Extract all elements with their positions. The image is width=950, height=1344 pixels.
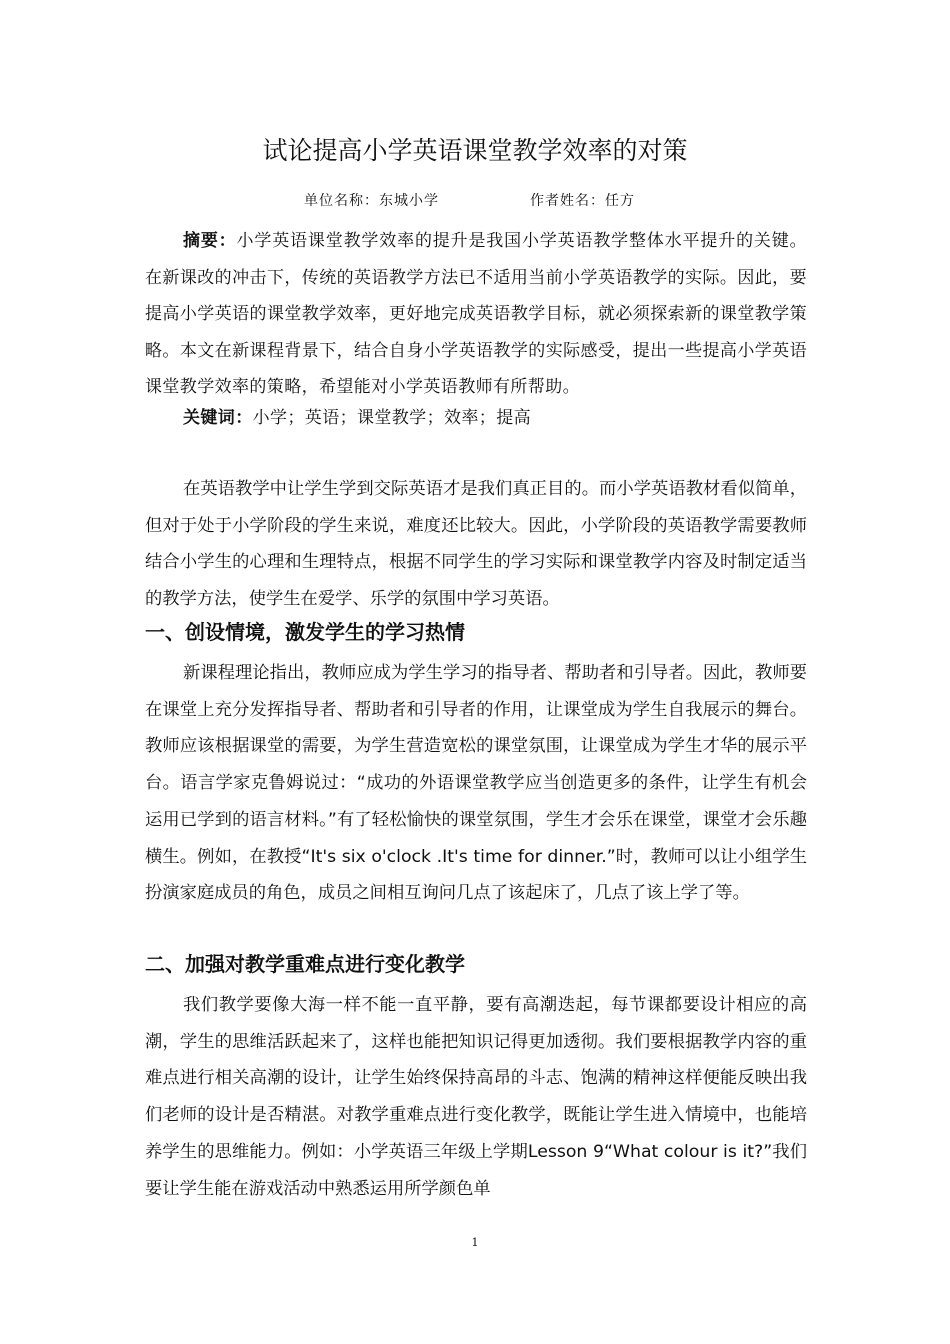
section-heading-2: 二、加强对教学重难点进行变化教学 bbox=[145, 952, 465, 976]
section-paragraph-1: 新课程理论指出，教师应成为学生学习的指导者、帮助者和引导者。因此，教师要在课堂上充分发挥指导者、帮助者和引导者的作用，让课堂成为学生自我展示的舞台。教师应该根据课堂的需要，为学生营造宽松的课堂氛围，让课堂成为学生才华的展示平台。语言学家克鲁姆说过：“成功的外语课堂教学应当创造更多的条件，让学生有机会运用已学到的语言材料。”有了轻松愉快的课堂氛围，学生才会乐在课堂，课堂才会乐趣横生。例如，在教授“It's six o'clock .It's time for dinner.”时，教师可以让小组学生扮演家庭成员的角色，成员之间相互询问几点了该起床了，几点了该上学了等。 bbox=[145, 663, 807, 904]
keywords-label: 关键词： bbox=[183, 408, 253, 428]
author-name: 作者姓名：任方 bbox=[530, 193, 635, 209]
unit-name: 单位名称：东城小学 bbox=[304, 193, 439, 209]
section-paragraph-2: 我们教学要像大海一样不能一直平静，要有高潮迭起，每节课都要设计相应的高潮，学生的思维活跃起来了，这样也能把知识记得更加透彻。我们要根据教学内容的重难点进行相关高潮的设计，让学生始终保持高昂的斗志、饱满的精神这样便能反映出我们老师的设计是否精湛。对教学重难点进行变化教学，既能让学生进入情境中，也能培养学生的思维能力。例如：小学英语三年级上学期Lesson 9“What colour is it?”我们要让学生能在游戏活动中熟悉运用所学颜色单 bbox=[145, 995, 807, 1199]
abstract-label: 摘要： bbox=[183, 231, 237, 251]
keywords bbox=[145, 400, 807, 436]
page-number: 1 bbox=[471, 1236, 479, 1249]
keywords-text: 小学；英语；课堂教学；效率；提高 bbox=[252, 408, 532, 428]
abstract-text: 小学英语课堂教学效率的提升是我国小学英语教学整体水平提升的关键。在新课改的冲击下，传统的英语教学方法已不适用当前小学英语教学的实际。因此，要提高小学英语的课堂教学效率，更好地完成英语教学目标，就必须探索新的课堂教学策略。本文在新课程背景下，结合自身小学英语教学的实际感受，提出一些提高小学英语课堂教学效率的策略，希望能对小学英语教师有所帮助。 bbox=[145, 231, 807, 398]
intro-paragraph: 在英语教学中让学生学到交际英语才是我们真正目的。而小学英语教材看似简单，但对于处于小学阶段的学生来说，难度还比较大。因此，小学阶段的英语教学需要教师结合小学生的心理和生理特点，根据不同学生的学习实际和课堂教学内容及时制定适当的教学方法，使学生在爱学、乐学的氛围中学习英语。 bbox=[145, 479, 807, 610]
abstract bbox=[145, 223, 807, 406]
byline bbox=[0, 190, 950, 210]
document-title: 试论提高小学英语课堂教学效率的对策 bbox=[262, 136, 688, 165]
section-heading-1: 一、创设情境，激发学生的学习热情 bbox=[145, 620, 465, 644]
